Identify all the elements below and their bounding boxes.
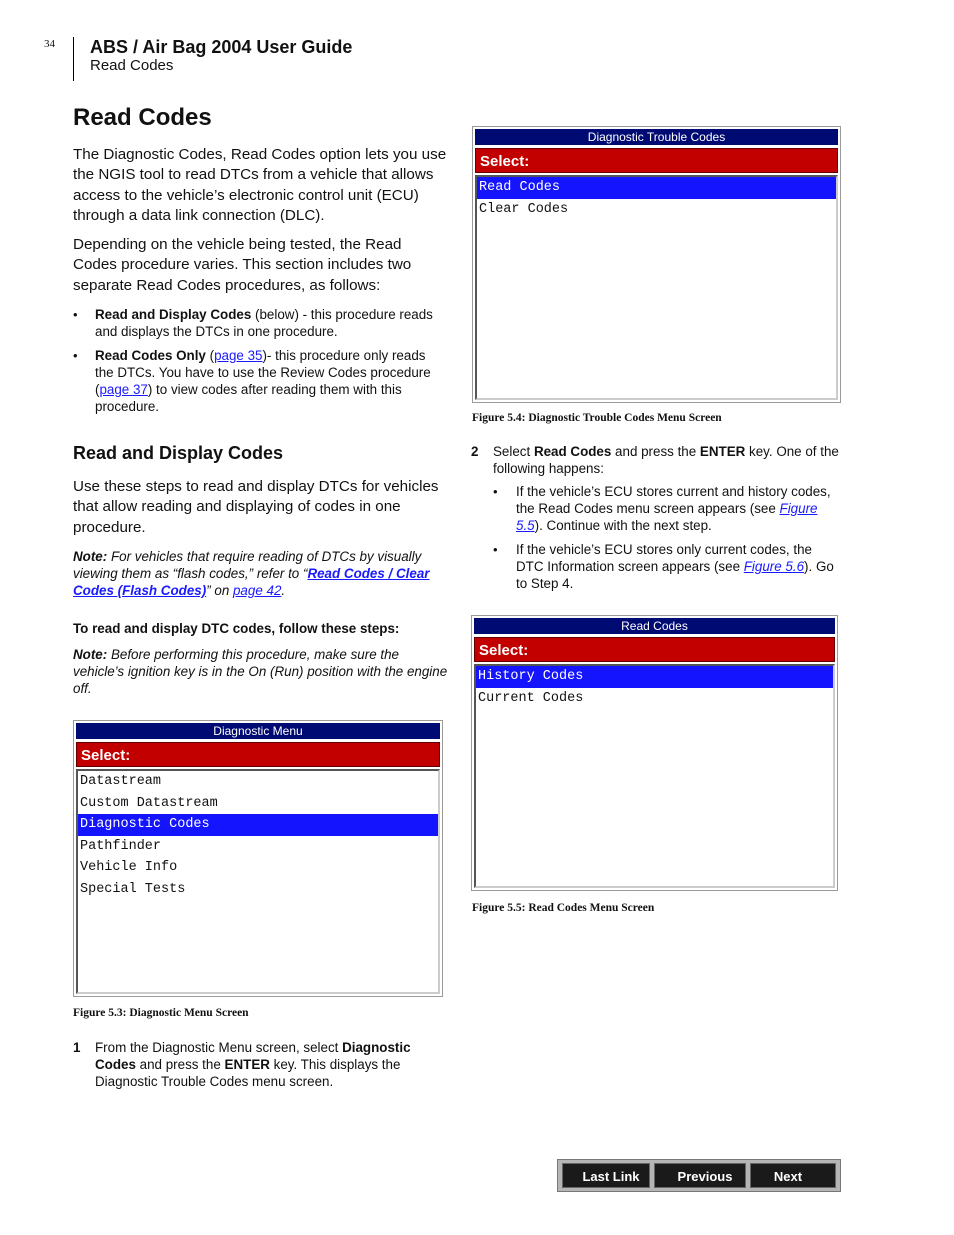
step-bold: Read Codes <box>533 444 612 459</box>
diagnostic-menu-screen <box>73 720 443 997</box>
bullet-bold: Read Codes Only <box>95 348 206 363</box>
steps-heading: To read and display DTC codes, follow these steps: <box>73 621 400 636</box>
note-text: . <box>281 583 286 598</box>
intro-paragraph-2: Depending on the vehicle being tested, the Read Codes procedure varies. This section includes two separate Read Codes procedures, as follows: <box>73 236 412 294</box>
page-number: 34 <box>44 38 55 50</box>
bullet-icon: • <box>73 348 78 363</box>
figure-5-6-link[interactable]: Figure 5.6 <box>743 559 805 574</box>
note-flash-codes <box>73 548 448 599</box>
menu-item-vehicle-info[interactable]: Vehicle Info <box>80 860 178 876</box>
next-button[interactable] <box>750 1163 836 1188</box>
dtc-menu-screen <box>472 126 841 403</box>
step-1 <box>73 1039 447 1090</box>
step-2 <box>471 443 843 477</box>
bullet-text: ). Continue with the next step. <box>534 518 712 533</box>
list-item <box>73 306 445 340</box>
step-bold: Diagnostic Codes <box>95 1040 411 1072</box>
screen-title: Diagnostic Trouble Codes <box>475 129 838 145</box>
section-name: Read Codes <box>90 57 174 74</box>
note-ignition <box>73 646 448 697</box>
intro-paragraph-1: The Diagnostic Codes, Read Codes option lets you use the NGIS tool to read DTCs from a vehicle that allows access to the vehicle’s electronic control unit (ECU) through a data link connection (DLC). <box>73 146 447 225</box>
menu-item-clear-codes[interactable]: Clear Codes <box>479 201 569 217</box>
note-text: ” on <box>206 583 233 598</box>
bullet-bold: Read and Display Codes <box>95 307 252 322</box>
next-label: Next <box>773 1169 803 1184</box>
page-title: Read Codes <box>73 104 212 131</box>
flash-codes-link[interactable]: Read Codes / Clear Codes (Flash Codes) <box>73 566 430 598</box>
figure-caption: Figure 5.5: Read Codes Menu Screen <box>472 902 655 914</box>
step-number: 2 <box>471 444 479 459</box>
list-item <box>493 483 843 534</box>
last-link-button[interactable] <box>562 1163 650 1188</box>
menu-item-datastream[interactable]: Datastream <box>80 774 162 789</box>
menu-item-current-codes[interactable]: Current Codes <box>478 690 584 706</box>
read-codes-screen <box>471 615 838 891</box>
page-37-link[interactable]: page 37 <box>99 382 148 397</box>
menu-item-read-codes[interactable]: Read Codes <box>477 177 836 199</box>
header-rule <box>73 37 74 81</box>
note-text: For vehicles that require reading of DTCs by visually viewing them as “flash codes,” refer to “ <box>73 549 422 581</box>
last-link-label: Last Link <box>582 1169 640 1184</box>
bullet-text: If the vehicle’s ECU stores current and history codes, the Read Codes menu screen appears (see <box>516 484 831 516</box>
menu-item-diagnostic-codes[interactable]: Diagnostic Codes <box>78 814 438 836</box>
select-bar: Select: <box>474 637 835 662</box>
bullet-text: ) to view codes after reading them with this procedure. <box>95 382 402 414</box>
step-text: From the Diagnostic Menu screen, select <box>95 1040 343 1055</box>
bullet-text: ( <box>205 348 215 363</box>
step-bold: ENTER <box>224 1057 270 1072</box>
menu-list <box>474 664 835 888</box>
note-text: Before performing this procedure, make sure the vehicle’s ignition key is in the On (Run) position with the engine off. <box>73 647 448 696</box>
bullet-text: ). Go to Step 4. <box>516 559 834 591</box>
page-42-link[interactable]: page 42 <box>232 583 282 598</box>
menu-item-custom-datastream[interactable]: Custom Datastream <box>80 795 218 811</box>
step-text: key. One of the following happens: <box>493 444 839 476</box>
guide-title: ABS / Air Bag 2004 User Guide <box>90 37 353 57</box>
bullet-text: (below) - this procedure reads and displays the DTCs in one procedure. <box>95 307 433 339</box>
previous-button[interactable] <box>654 1163 746 1188</box>
previous-label: Previous <box>677 1169 733 1184</box>
list-item <box>73 347 445 415</box>
step-text: Select <box>493 444 534 459</box>
list-item <box>493 541 843 592</box>
section-paragraph: Use these steps to read and display DTCs for vehicles that allow reading and displaying of codes in one procedure. <box>73 478 439 536</box>
menu-list <box>475 175 838 400</box>
screen-title: Read Codes <box>474 618 835 634</box>
bullet-icon: • <box>493 542 498 557</box>
bullet-icon: • <box>73 307 78 322</box>
figure-caption: Figure 5.3: Diagnostic Menu Screen <box>73 1007 249 1019</box>
step-bold: ENTER <box>699 444 746 459</box>
bullet-text: )- this procedure only reads the DTCs. You have to use the Review Codes procedure ( <box>95 348 431 397</box>
menu-list <box>76 769 440 994</box>
step-text: and press the <box>611 444 700 459</box>
step-number: 1 <box>73 1040 81 1055</box>
navigation-bar <box>557 1159 841 1192</box>
select-bar: Select: <box>475 148 838 173</box>
menu-item-history-codes[interactable]: History Codes <box>476 666 833 688</box>
select-bar: Select: <box>76 742 440 767</box>
section-title: Read and Display Codes <box>73 443 284 463</box>
menu-item-special-tests[interactable]: Special Tests <box>80 881 186 897</box>
bullet-icon: • <box>493 484 498 499</box>
bullet-text: If the vehicle’s ECU stores only current codes, the DTC Information screen appears (see <box>516 542 812 574</box>
page-35-link[interactable]: page 35 <box>214 348 263 363</box>
screen-title: Diagnostic Menu <box>76 723 440 739</box>
step-text: key. This displays the Diagnostic Trouble Codes menu screen. <box>95 1057 401 1089</box>
note-label: Note: <box>73 549 108 564</box>
note-label: Note: <box>73 647 108 662</box>
figure-5-5-link[interactable]: Figure 5.5 <box>516 501 818 533</box>
menu-item-pathfinder[interactable]: Pathfinder <box>80 838 162 854</box>
figure-caption: Figure 5.4: Diagnostic Trouble Codes Menu Screen <box>472 412 722 424</box>
step-text: and press the <box>135 1057 225 1072</box>
